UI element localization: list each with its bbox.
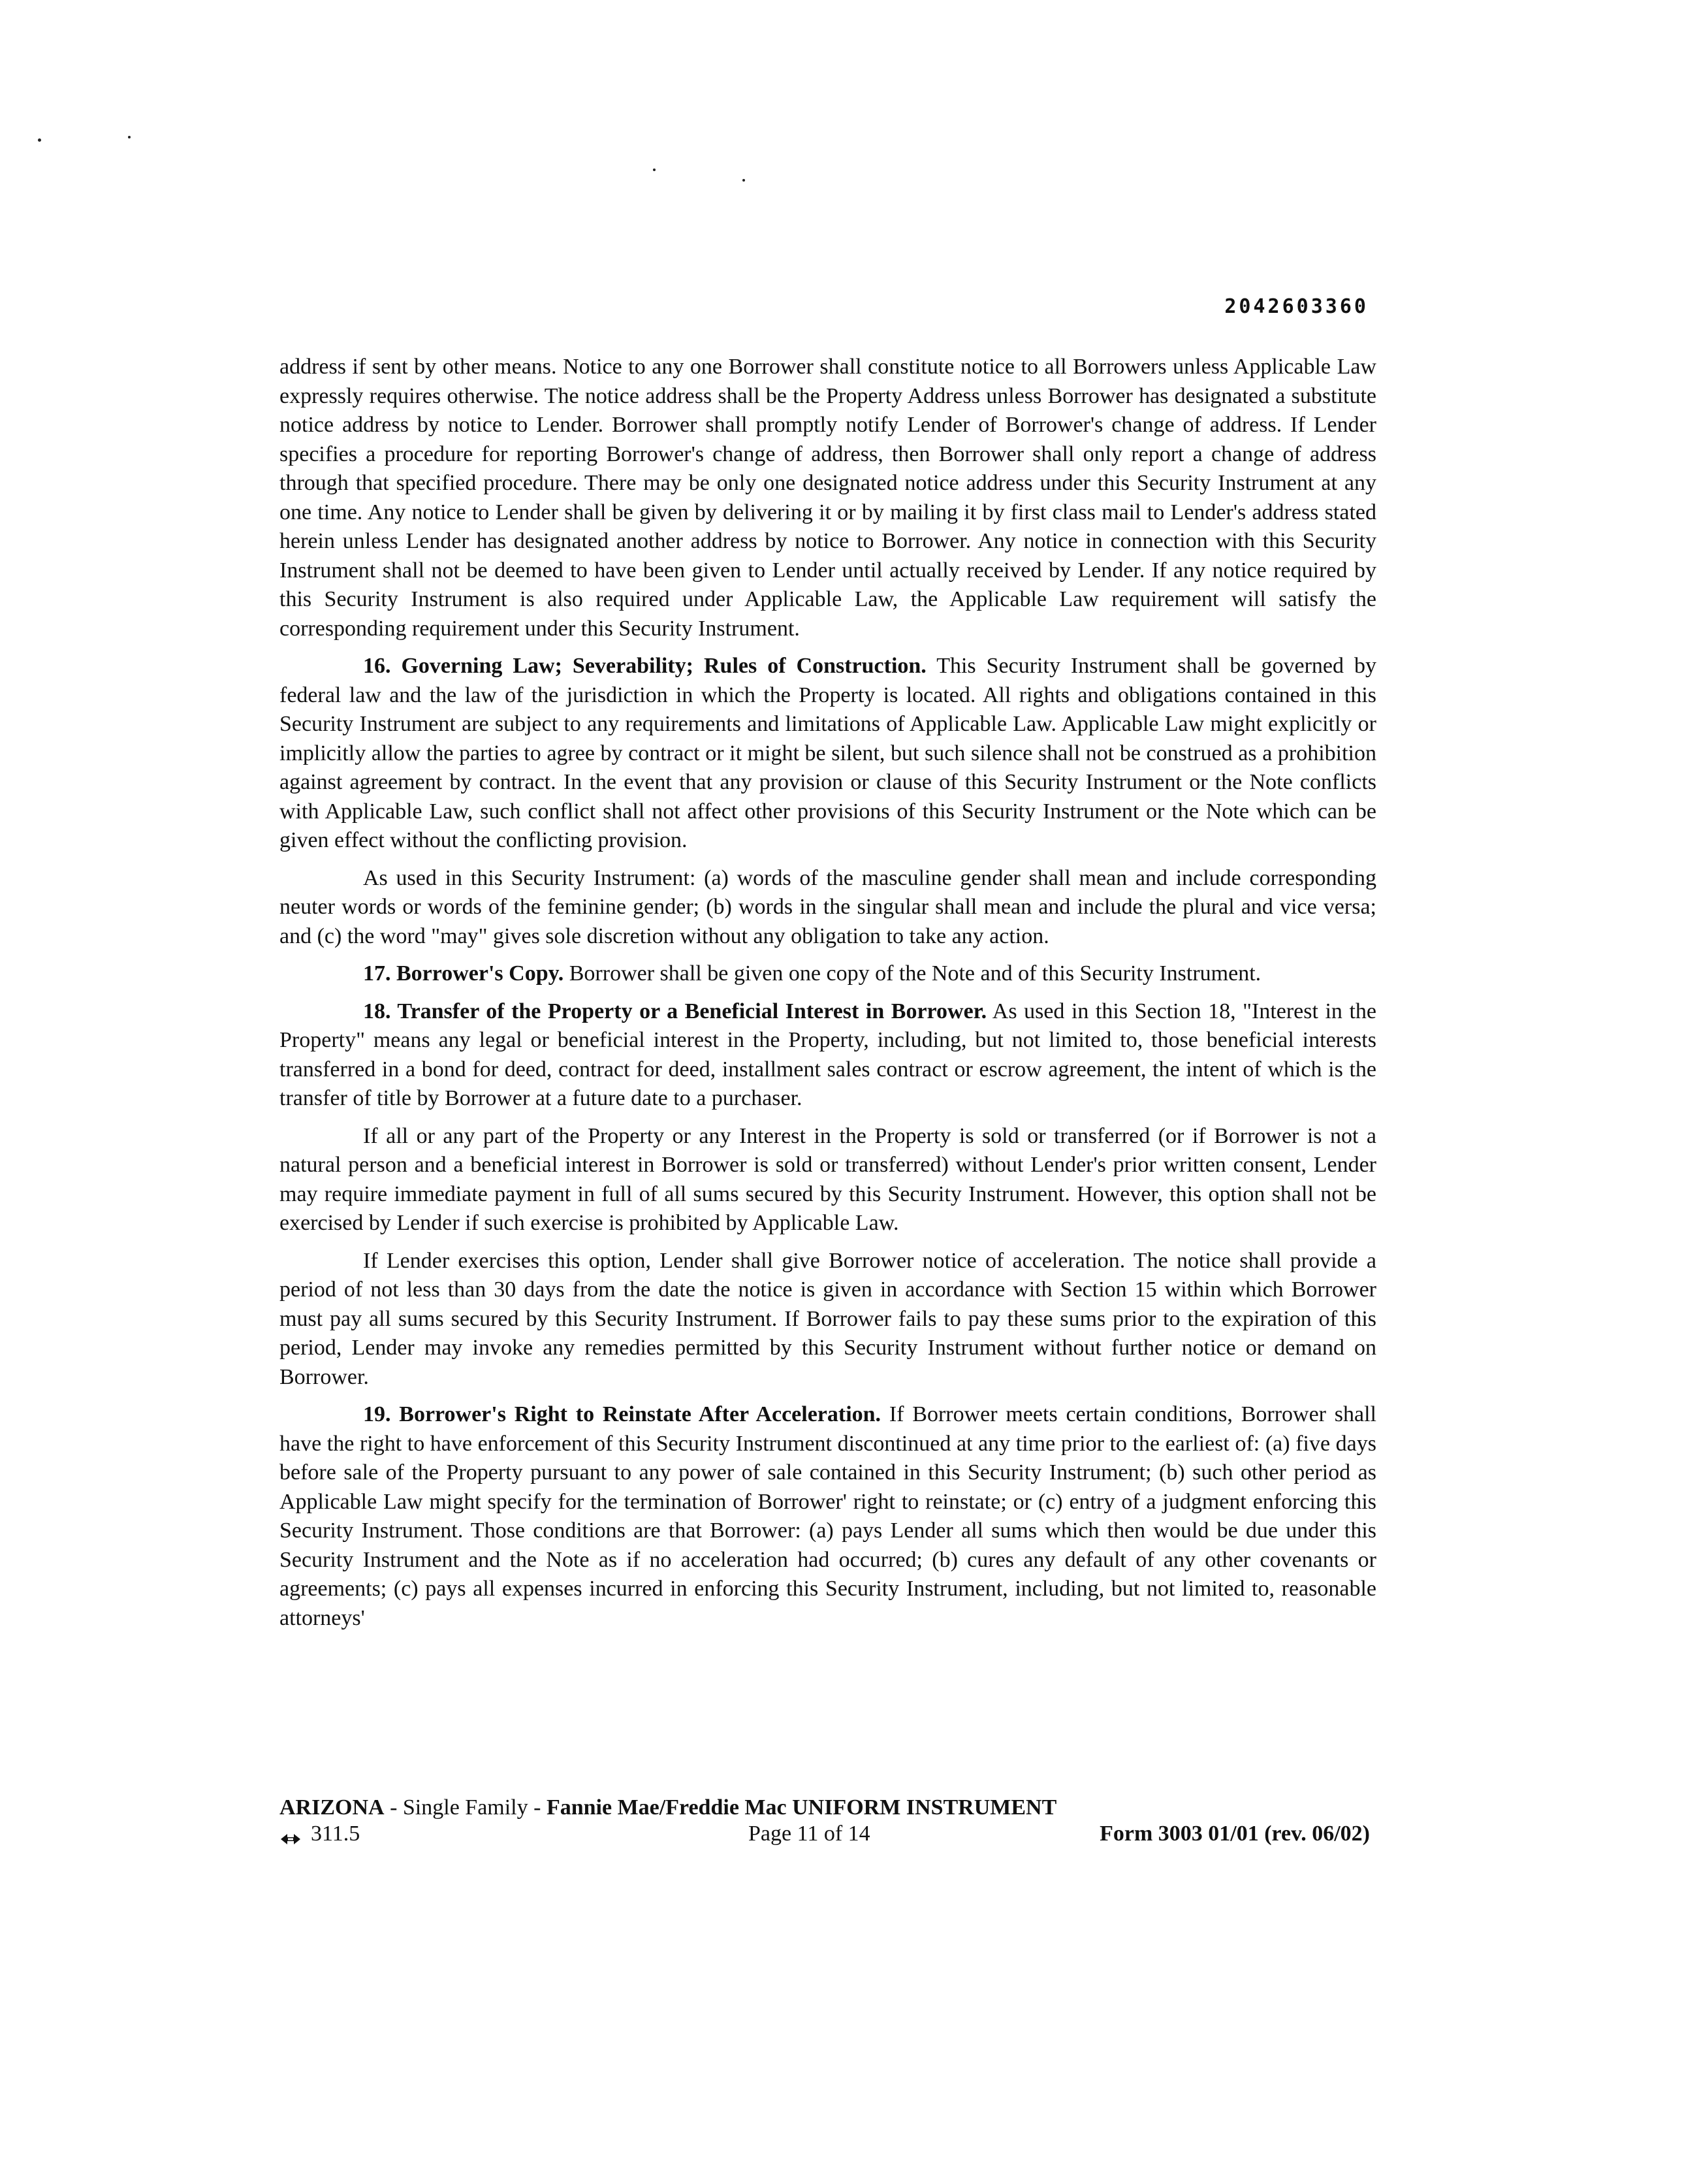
scan-speck [38,138,41,142]
paragraph-section-18 [279,997,1376,1114]
paragraph-text: If all or any part of the Property or any Interest in the Property is sold or transferred (or if Borrower is not a natural person and a beneficial interest in Borrower is sold or transferred) without Lender's prior written consent, Lender may require immediate payment in full of all sums secured by this Security Instrument. However, this option shall not be exercised by Lender if such exercise is prohibited by Applicable Law. [279,1123,1376,1235]
section-heading: 17. Borrower's Copy. [363,961,564,986]
section-heading: 19. Borrower's Right to Reinstate After Acceleration. [363,1402,881,1426]
footer-instrument-line [279,1795,1376,1821]
document-id: 2042603360 [1224,295,1369,318]
paragraph-section-16 [279,652,1376,856]
paragraph-text: Borrower shall be given one copy of the Note and of this Security Instrument. [569,961,1262,986]
paragraph [279,1247,1376,1392]
form-code-text: 311.5 [311,1822,360,1846]
paragraph [279,864,1376,952]
form-number: Form 3003 01/01 (rev. 06/02) [1100,1822,1370,1846]
paragraph-text: address if sent by other means. Notice to any one Borrower shall constitute notice to all Borrowers unless Applicable Law expressly requires otherwise. The notice address shall be the Property Address unless Borrower has designated a substitute notice address by notice to Lender. Borrower shall promptly notify Lender of Borrower's change of address. If Lender specifies a procedure for reporting Borrower's change of address, then Borrower shall only report a change of address through that specified procedure. There may be only one designated notice address under this Security Instrument at any one time. Any notice to Lender shall be given by delivering it or by mailing it by first class mail to Lender's address stated herein unless Lender has designated another address by notice to Borrower. Any notice in connection with this Security Instrument shall not be deemed to have been given to Lender until actually received by Lender. If any notice required by this Security Instrument is also required under Applicable Law, the Applicable Law requirement will satisfy the corresponding requirement under this Security Instrument. [279,355,1376,641]
paragraph-text: As used in this Section 18, "Interest in the Property" means any legal or beneficial interest in the Property, including, but not limited to, those beneficial interests transferred in a bond for deed, contract for deed, installment sales contract or escrow agreement, the intent of which is the transfer of title by Borrower at a future date to a purchaser. [279,999,1376,1110]
paragraph-section-17 [279,959,1376,989]
paragraph [279,1122,1376,1238]
paragraph-text: This Security Instrument shall be governed by federal law and the law of the jurisdiction in which the Property is located. All rights and obligations contained in this Security Instrument are subject to any requirements and limitations of Applicable Law. Applicable Law might explicitly or implicitly allow the parties to agree by contract or it might be silent, but such silence shall not be construed as a prohibition against agreement by contract. In the event that any provision or clause of this Security Instrument or the Note conflicts with Applicable Law, such conflict shall not affect other provisions of this Security Instrument or the Note which can be given effect without the conflicting provision. [279,654,1377,852]
section-heading: 18. Transfer of the Property or a Beneficial Interest in Borrower. [363,999,987,1023]
paragraph-text: As used in this Security Instrument: (a) words of the masculine gender shall mean and include corresponding neuter words or words of the feminine gender; (b) words in the singular shall mean and include the plural and vice versa; and (c) the word "may" gives sole discretion without any obligation to take any action. [279,865,1376,948]
scan-speck [653,169,656,171]
page-number: Page 11 of 14 [748,1822,870,1846]
scan-speck [128,136,131,138]
paragraph-section-19 [279,1400,1376,1633]
paragraph [279,353,1376,643]
section-heading: 16. Governing Law; Severability; Rules of Construction. [363,654,927,678]
paragraph-text: If Borrower meets certain conditions, Borrower shall have the right to have enforcement of this Security Instrument discontinued at any time prior to the earliest of: (a) five days before sale of the Property pursuant to any power of sale contained in this Security Instrument; (b) such other period as Applicable Law might specify for the termination of Borrower' right to reinstate; or (c) entry of a judgment enforcing this Security Instrument. Those conditions are that Borrower: (a) pays Lender all sums which then would be due under this Security Instrument and the Note as if no acceleration had occurred; (b) cures any default of any other covenants or agreements; (c) pays all expenses incurred in enforcing this Security Instrument, including, but not limited to, reasonable attorneys' [279,1402,1376,1630]
document-body [279,353,1376,1641]
footer-meta-line [279,1821,1376,1850]
footer-state: ARIZONA [279,1795,385,1820]
vmp-logo-icon [279,1827,302,1841]
footer-form-code [279,1821,360,1847]
page-footer [279,1795,1376,1850]
footer-separator: - Single Family - [384,1795,547,1820]
paragraph-text: If Lender exercises this option, Lender shall give Borrower notice of acceleration. The notice shall provide a period of not less than 30 days from the date the notice is given in accordance with Section 15 within which Borrower must pay all sums secured by this Security Instrument. If Borrower fails to pay these sums prior to the expiration of this period, Lender may invoke any remedies permitted by this Security Instrument without further notice or demand on Borrower. [279,1248,1376,1389]
scan-speck [742,179,745,182]
footer-instrument: Fannie Mae/Freddie Mac UNIFORM INSTRUMENT [546,1795,1057,1820]
